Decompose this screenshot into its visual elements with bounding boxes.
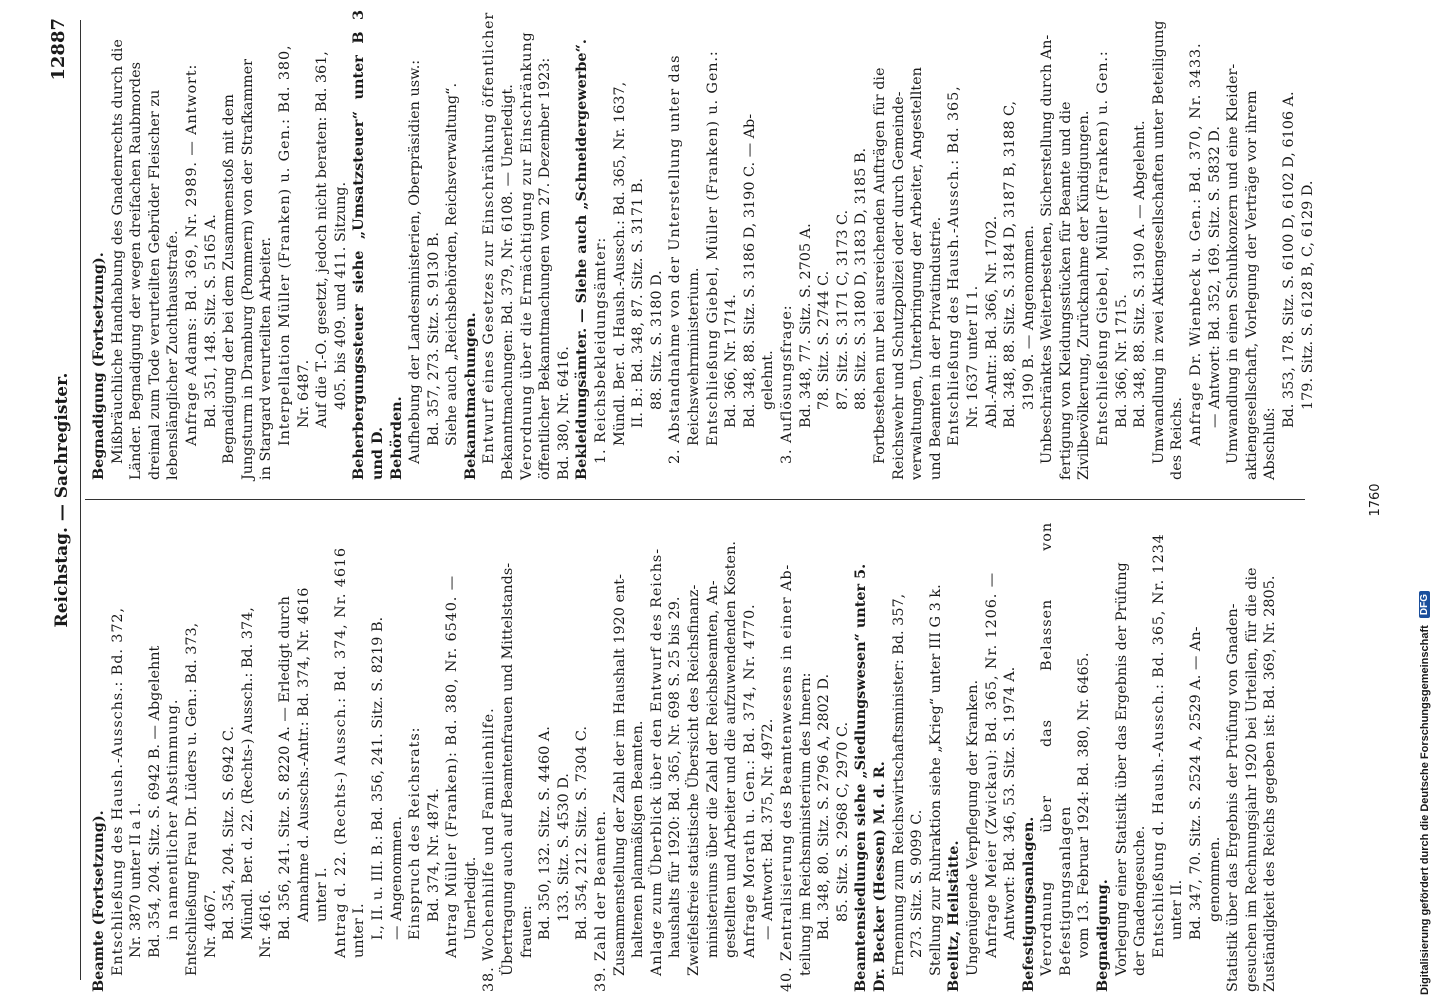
entry-line: 85. Sitz. S. 2968 C, 2970 C. xyxy=(834,721,851,922)
entry-line: Vorlegung einer Statistik über das Ergebnis der Prüfung xyxy=(1113,562,1130,976)
entry-line: Bd. 348, 77. Sitz. S. 2705 A. xyxy=(797,223,814,428)
headword-line: Dr. Becker (Hessen) M. d. R. xyxy=(870,761,888,992)
entry-line: Bd. 351, 148. Sitz. S. 5165 A. xyxy=(202,214,219,428)
entry-line: und Beamten in der Privatindustrie. xyxy=(927,216,944,480)
entry-line: Mündl. Ber. d. 22. (Rechts-) Aussch.: Bd. 374, xyxy=(239,607,256,940)
entry-line: Bd. 354, 212. Sitz. S. 7304 C. xyxy=(574,726,591,940)
entry-line: Abl.-Antr.: Bd. 366, Nr. 1702. xyxy=(983,215,1000,428)
entry-line: unter I. xyxy=(351,903,368,958)
entry-line: Abschluß: xyxy=(1262,407,1279,480)
entry-line: lebenslänglicher Zuchthausstrafe. xyxy=(165,230,182,480)
entry-line: Bd. 348, 80. Sitz. S. 2796 A, 2802 D. xyxy=(816,673,833,940)
entry-line: Bd. 347, 70. Sitz. S. 2524 A, 2529 A. — An- xyxy=(1188,626,1205,940)
entry-line: haltenen planmäßigen Beamten. xyxy=(630,720,647,958)
entry-line: genommen. xyxy=(1206,836,1223,922)
running-header-page-number: 12887 xyxy=(48,18,69,81)
entry-line: Antrag Müller (Franken): Bd. 380, Nr. 6540. — xyxy=(444,575,461,958)
entry-line: 78. Sitz. S. 2744 C. xyxy=(816,270,833,410)
entry-line: Bd. 350, 132. Sitz. S. 4460 A. xyxy=(537,726,554,940)
entry-line: Umwandlung in einen Schuhkonzern und eine Kleider- xyxy=(1225,63,1242,464)
entry-line: Entschließung Frau Dr. Lüders u. Gen.: Bd. 373, xyxy=(183,622,200,976)
entry-line: Entschließung des Haush.-Ausschs.: Bd. 372, xyxy=(109,607,126,976)
entry-line: Anfrage Dr. Wienbeck u. Gen.: Bd. 370, Nr. 3433. xyxy=(1188,42,1205,446)
entry-line: vom 13. Februar 1924: Bd. 380, Nr. 6465. xyxy=(1076,652,1093,958)
entry-line: Begnadigung der bei dem Zusammenstoß mit dem xyxy=(221,94,238,464)
entry-line: Entwurf eines Gesetzes zur Einschränkung öffentlicher xyxy=(481,11,498,464)
entry-line: Bd. 356, 241. Sitz. S. 8220 A. — Erledigt durch xyxy=(276,596,293,940)
entry-line: dreimal zum Tode verurteilten Gebrüder Fleischer zu xyxy=(146,89,163,480)
entry-line: Siehe auch „Reichsbehörden, Reichsverwaltung“. xyxy=(444,82,461,446)
entry-line: Mündl. Ber. d. Haush.-Aussch.: Bd. 365, Nr. 1637, xyxy=(611,81,628,446)
entry-line: des Reichs. xyxy=(1169,397,1186,480)
digitization-credit xyxy=(1419,591,1431,995)
entry-line: ministeriums über die Zahl der Reichsbeamten, An- xyxy=(704,580,721,958)
entry-line: Ernennung zum Reichswirtschaftsminister: Bd. 357, xyxy=(890,593,907,976)
entry-line: Nr. 3870 unter II a 1. xyxy=(128,802,145,958)
entry-line: Bd. 354, 204. Sitz. S. 6942 C. xyxy=(221,726,238,940)
entry-line: Ungenügende Verpflegung der Kranken. xyxy=(964,679,981,976)
entry-line: teilung im Reichsministerium des Innern: xyxy=(797,672,814,976)
entry-line: Zweifelsfreie statistische Übersicht des Reichsfinanz- xyxy=(686,584,702,976)
entry-line: Unerledigt. xyxy=(462,856,479,940)
entry-line: — Angenommen. xyxy=(388,816,405,940)
entry-line: 88. Sitz. S. 3180 D. xyxy=(648,270,665,410)
entry-line: Auf die T.-O. gesetzt, jedoch nicht beraten: Bd. 361, xyxy=(314,51,331,428)
entry-line: Unbeschränktes Weiterbestehen, Sicherstellung durch An- xyxy=(1039,34,1056,464)
entry-line: Nr. 4616. xyxy=(258,889,275,958)
entry-line: Aufhebung der Landesministerien, Oberpräsidien usw.: xyxy=(407,59,424,464)
entry-line: Entschließung Giebel, Müller (Franken) u. Gen.: xyxy=(704,50,721,446)
entry-line: 87. Sitz. S. 3171 C, 3173 C. xyxy=(834,209,851,410)
index-column-right xyxy=(90,10,1317,480)
entry-line: Bd. 348, 88. Sitz. S. 3186 D, 3190 C. — Ab- xyxy=(741,113,758,428)
numbered-entry-line: 1. Reichsbekleidungsämter: xyxy=(593,236,610,464)
entry-line: Statistik über das Ergebnis der Prüfung von Gnaden- xyxy=(1225,603,1242,992)
headword-line: Behörden. xyxy=(387,396,405,480)
header-rule xyxy=(80,20,81,980)
numbered-entry-line: 40. Zentralisierung des Beamtenwesens in einer Ab- xyxy=(778,563,795,992)
index-column-left xyxy=(90,522,1280,992)
numbered-entry-line: 38. Wochenhilfe und Familienhilfe. xyxy=(481,707,498,992)
entry-line: Anfrage Adams: Bd. 369, Nr. 2989. — Antwort: xyxy=(183,63,200,446)
entry-line: Fortbestehen nur bei ausreichenden Aufträgen für die xyxy=(871,67,888,464)
column-divider xyxy=(85,499,1305,500)
entry-line: Anfrage Morath u. Gen.: Bd. 374, Nr. 4770. xyxy=(741,603,758,958)
entry-line: Entschließung d. Haush.-Aussch.: Bd. 365, Nr. 1234 xyxy=(1150,533,1167,958)
entry-line: Einspruch des Reichsrats: xyxy=(407,726,424,940)
entry-line: I., II. u. III. B.: Bd. 356, 241. Sitz. S. 8219 B. xyxy=(369,616,386,940)
numbered-entry-line: 39. Zahl der Beamten. xyxy=(593,809,610,992)
entry-line: Mißbräuchliche Handhabung des Gnadenrechts durch die xyxy=(109,39,126,464)
entry-line: der Gnadengesuche. xyxy=(1132,825,1149,976)
entry-line: unter II. xyxy=(1169,879,1186,940)
entry-line: 273. Sitz. S. 9099 C. xyxy=(909,809,926,958)
running-header-title: Reichstag. — Sachregister. xyxy=(52,372,72,628)
entry-line: 3190 B. — Angenommen. xyxy=(1020,225,1037,410)
headword-line: Bekleidungsämter. — Siehe auch „Schneidergewerbe“. xyxy=(573,39,591,480)
entry-line: Verordnung über die Ermächtigung zur Einschränkung xyxy=(518,31,535,480)
entry-line: Verordnung über das Belassen von Befestigungsanlagen xyxy=(1039,522,1074,976)
entry-line: Reichswehrministerium. xyxy=(686,267,702,446)
entry-line: II. B.: Bd. 348, 87. Sitz. S. 3171 B. xyxy=(630,178,647,428)
headword-line: Beamtensiedlungen siehe „Siedlungswesen“ unter 5. xyxy=(852,563,870,992)
entry-line: Jungsturm in Dramburg (Pommern) von der Strafkammer xyxy=(239,58,256,480)
entry-line: Bd. 380, Nr. 6416. xyxy=(555,346,572,480)
dfg-logo-icon: DFG xyxy=(1419,591,1430,618)
entry-line: Antwort: Bd. 346, 53. Sitz. S. 1974 A. xyxy=(1002,666,1019,940)
entry-line: Bd. 348, 88. Sitz. S. 3184 D, 3187 B, 3188 C, xyxy=(1002,100,1019,428)
entry-line: Übertragung auch auf Beamtenfrauen und Mittelstands- xyxy=(500,562,517,976)
entry-line: Bd. 353, 178. Sitz. S. 6100 D, 6102 D, 6106 A. xyxy=(1281,91,1297,428)
entry-line: Nr. 4067. xyxy=(202,889,219,958)
entry-line: Bd. 366, Nr. 1714. xyxy=(723,294,740,428)
entry-line: unter I. xyxy=(314,867,331,922)
entry-line: in namentlicher Abstimmung. xyxy=(165,698,182,940)
entry-line: Annahme d. Ausschs.-Antr.: Bd. 374, Nr. 4616 xyxy=(295,587,312,922)
entry-line: Zivilbevölkerung, Zurücknahme der Kündigungen. xyxy=(1076,110,1093,480)
headword-line: Befestigungsanlagen. xyxy=(1019,816,1037,992)
entry-line: Bd. 348, 88. Sitz. S. 3190 A. — Abgelehnt. xyxy=(1132,120,1149,428)
entry-line: Bd. 354, 204. Sitz. S. 6942 B. — Abgelehnt xyxy=(146,645,163,958)
numbered-entry-line: 3. Auflösungsfrage: xyxy=(778,304,795,464)
headword-line: Begnadigung (Fortsetzung). xyxy=(90,252,107,480)
entry-line: 88. Sitz. S. 3180 D, 3183 D, 3185 B. xyxy=(853,147,870,410)
entry-line: Entschließung Giebel, Müller (Franken) u. Gen.: xyxy=(1095,50,1112,446)
headword-line: Beherbergungssteuer siehe „Umsatzsteuer“ unter B 3 und D. xyxy=(350,10,386,480)
entry-line: Zuständigkeit des Reichs gegeben ist: Bd. 369, Nr. 2805. xyxy=(1262,575,1279,992)
entry-line: Bekanntmachungen: Bd. 379, Nr. 6108. — Unerledigt. xyxy=(500,84,517,480)
entry-line: öffentlicher Bekanntmachungen vom 27. Dezember 1923: xyxy=(537,57,554,480)
entry-line: Interpellation Müller (Franken) u. Gen.: Bd. 380, xyxy=(276,44,293,446)
credit-text: Digitalisierung gefördert durch die Deutsche Forschungsgemeinschaft xyxy=(1419,625,1431,995)
headword-line: Begnadigung. xyxy=(1094,879,1112,992)
entry-line: aktiengesellschaft, Vorlegung der Verträge vor ihrem xyxy=(1243,90,1260,480)
entry-line: fertigung von Kleidungsstücken für Beamte und die xyxy=(1057,101,1074,480)
entry-line: Nr. 6487. xyxy=(295,359,312,428)
entry-line: Länder. Begnadigung der wegen dreifachen Raubmordes xyxy=(128,62,145,480)
footer-page-number: 1760 xyxy=(1368,483,1383,517)
headword-line: Bekanntmachungen. xyxy=(461,312,479,480)
entry-line: verwaltungen, Unterbringung der Arbeiter, Angestellten xyxy=(909,67,926,480)
entry-line: Anlage zum Überblick über den Entwurf des Reichs- xyxy=(648,548,665,976)
entry-line: gelehnt. xyxy=(760,350,777,410)
entry-line: Zusammenstellung der Zahl der im Haushalt 1920 ent- xyxy=(611,574,628,976)
entry-line: — Antwort: Bd. 352, 169. Sitz. S. 5832 D. xyxy=(1206,126,1223,428)
entry-line: gestellten und Arbeiter und die aufzuwendenden Kosten. xyxy=(723,541,740,958)
entry-line: Antrag d. 22. (Rechts-) Aussch.: Bd. 374, Nr. 4616 xyxy=(332,547,349,958)
entry-line: frauen: xyxy=(518,905,535,958)
entry-line: Nr. 1637 unter II 1. xyxy=(964,285,981,428)
entry-line: Entschließung des Haush.-Aussch.: Bd. 365, xyxy=(946,85,963,446)
entry-line: Reichswehr und Schutzpolizei oder durch Gemeinde- xyxy=(890,91,907,480)
entry-line: 133. Sitz. S. 4530 D. xyxy=(555,773,572,922)
headword-line: Beelitz, Heilstätte. xyxy=(945,840,963,992)
headword-line: Beamte (Fortsetzung). xyxy=(90,810,107,992)
entry-line: haushalts für 1920: Bd. 365, Nr. 698 S. 25 bis 29. xyxy=(667,596,684,958)
entry-line: Bd. 374, Nr. 4874. xyxy=(425,788,442,922)
numbered-entry-line: 2. Abstandnahme von der Unterstellung unter das xyxy=(667,54,684,464)
entry-line: 179. Sitz. S. 6128 B, C, 6129 D. xyxy=(1299,180,1316,410)
entry-line: Umwandlung in zwei Aktiengesellschaften unter Beteiligung xyxy=(1150,20,1167,464)
entry-line: in Stargard verurteilten Arbeiter. xyxy=(258,236,275,480)
entry-line: Anfrage Meier (Zwickau): Bd. 365, Nr. 1206. — xyxy=(983,571,1000,958)
entry-line: gesuchen im Rechnungsjahr 1920 bei Urteilen, für die die xyxy=(1243,567,1260,992)
entry-line: 405. bis 409. und 411. Sitzung. xyxy=(332,181,349,410)
entry-line: Bd. 366, Nr. 1715. xyxy=(1113,294,1130,428)
entry-line: — Antwort: Bd. 375, Nr. 4972. xyxy=(760,718,777,940)
entry-line: Bd. 357, 273. Sitz. S. 9130 B. xyxy=(425,232,442,446)
entry-line: Stellung zur Ruhraktion siehe „Krieg“ unter III G 3 k. xyxy=(927,584,944,976)
